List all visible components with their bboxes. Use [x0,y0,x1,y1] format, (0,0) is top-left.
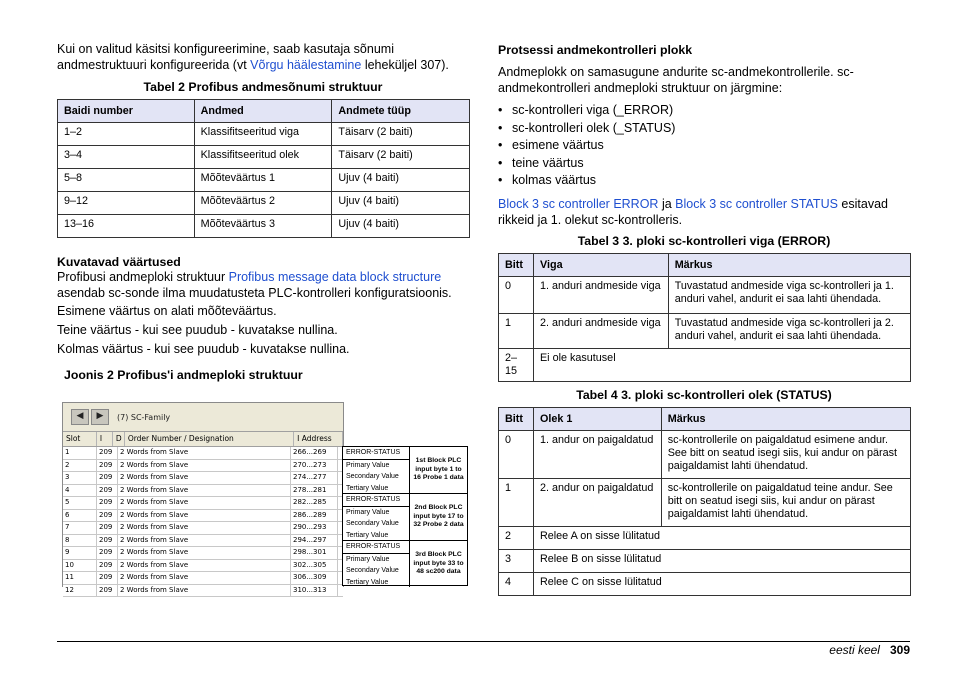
table-cell: 2. andur on paigaldatud [533,479,661,527]
paragraph: Esimene väärtus on alati mõõteväärtus. [57,304,277,318]
figure-row: 8 209 2 Words from Slave 294...297 [63,535,343,548]
table-cell: Relee C on sisse lülitatud [533,573,910,596]
bullet-list [498,102,675,190]
col-designation: Order Number / Designation [125,432,294,446]
list-item: • esimene väärtus [498,137,675,155]
table-row [499,349,911,382]
right-paragraph: Andmeplokk on samasugune andurite sc-andmekontrollerile. sc-andmekontrolleri andmeploki struktuur on järgmine: [498,65,854,95]
table-row [58,169,470,192]
table-cell: 1 [499,479,534,527]
list-item: • kolmas väärtus [498,172,675,190]
right-paragraph-links: Block 3 sc controller ERROR ja Block 3 sc controller STATUS esitavad rikkeid ja 1. olekut sc-kontrolleris. [498,197,888,227]
paragraph: Teine väärtus - kui see puudub - kuvatakse nullina. [57,323,338,337]
table-cell: Relee A on sisse lülitatud [533,527,910,550]
figure-row: 12 209 2 Words from Slave 310...313 [63,585,343,598]
legend-name: Primary Value [346,508,390,516]
figure-toolbar [63,403,343,432]
right-heading: Protsessi andmekontrolleri plokk [498,43,693,57]
table-cell: 1 [499,314,534,349]
col-i: I [97,432,113,446]
col-d: D [113,432,125,446]
table3-header: Bitt [499,254,534,277]
table-row [58,215,470,238]
figure-row: 9 209 2 Words from Slave 298...301 [63,547,343,560]
footer-rule [57,641,910,642]
table2-header: Andmed [194,100,332,123]
table-row [499,550,911,573]
section-heading: Kuvatavad väärtused [57,255,181,269]
table-cell: Ujuv (4 baiti) [332,215,470,238]
back-arrow-icon: ◀ [71,409,89,425]
figure-header [63,432,343,447]
figure-rows [63,447,343,597]
table-cell: 0 [499,431,534,479]
list-item: • sc-kontrolleri olek (_STATUS) [498,120,675,138]
list-item: • sc-kontrolleri viga (_ERROR) [498,102,675,120]
paragraph: Kolmas väärtus - kui see puudub - kuvatakse nullina. [57,342,350,356]
table-cell: Ujuv (4 baiti) [332,192,470,215]
table-cell: Ujuv (4 baiti) [332,169,470,192]
table-cell: 2–15 [499,349,534,382]
table3-header: Märkus [668,254,910,277]
figure-row: 11 209 2 Words from Slave 306...309 [63,572,343,585]
table-cell: 5–8 [58,169,195,192]
figure-row: 2 209 2 Words from Slave 270...273 [63,460,343,473]
table-cell: Relee B on sisse lülitatud [533,550,910,573]
legend-name: ERROR-STATUS [343,494,409,507]
table-cell: 0 [499,277,534,314]
footer-language: eesti keel [829,643,880,657]
table-cell: Tuvastatud andmeside viga sc-kontrolleri ja 2. anduri vahel, andurit ei saa lahti ühendada. [668,314,910,349]
legend-block [343,541,467,587]
table-cell: 1. anduri andmeside viga [533,277,668,314]
table-cell: Mõõteväärtus 3 [194,215,332,238]
table-cell: 13–16 [58,215,195,238]
legend-block-label: 3rd Block PLC input byte 33 to 48 sc200 data [413,551,464,576]
table-cell: 3–4 [58,146,195,169]
table-cell: Täisarv (2 baiti) [332,123,470,146]
table-cell: Täisarv (2 baiti) [332,146,470,169]
table4-caption: Tabel 4 3. ploki sc-kontrolleri olek (STATUS) [576,388,832,402]
table4-header: Bitt [499,408,534,431]
legend-name: ERROR-STATUS [343,541,409,554]
table-row [499,277,911,314]
table-row [499,479,911,527]
col-address: I Address [294,432,343,446]
page-number: 309 [889,643,910,657]
table-cell: sc-kontrollerile on paigaldatud teine andur. See bitt on seatud isegi siis, kui andur on pärast paigaldamist lahti ühendatud. [661,479,910,527]
paragraph-profibus: Profibusi andmeploki struktuur Profibus message data block structure asendab sc-sonde ilma muudatusteta PLC-kontrolleri konfiguratsioonis. [57,270,452,300]
table-cell: Klassifitseeritud olek [194,146,332,169]
figure-row: 6 209 2 Words from Slave 286...289 [63,510,343,523]
link-vorgu-haalestamine[interactable]: Võrgu häälestamine [250,58,362,72]
table-row [499,573,911,596]
legend-name: Tertiary Value [346,484,389,492]
figure-row: 3 209 2 Words from Slave 274...277 [63,472,343,485]
table4 [498,407,911,596]
legend-block-label: 2nd Block PLC input byte 17 to 32 Probe 2 data [413,504,464,529]
table-cell: sc-kontrollerile on paigaldatud esimene andur. See bitt on seatud isegi siis, kui andur on pärast paigaldamist lahti ühendatud. [661,431,910,479]
page-footer [829,643,910,657]
table-cell: 4 [499,573,534,596]
legend-name: Primary Value [346,555,390,563]
table4-header: Olek 1 [533,408,661,431]
table2 [57,99,470,238]
legend-block [343,494,467,541]
figure-row: 10 209 2 Words from Slave 302...305 [63,560,343,573]
forward-arrow-icon: ▶ [91,409,109,425]
figure-row: 4 209 2 Words from Slave 278...281 [63,485,343,498]
legend-name: Secondary Value [346,520,399,527]
figure-toolbar-text: (7) SC-Family [117,412,171,422]
list-item: • teine väärtus [498,155,675,173]
link-profibus-structure[interactable]: Profibus message data block structure [228,270,442,284]
legend-block [343,447,467,494]
table2-header: Andmete tüüp [332,100,470,123]
table-cell: Mõõteväärtus 2 [194,192,332,215]
table-cell: Mõõteväärtus 1 [194,169,332,192]
table-cell: Klassifitseeritud viga [194,123,332,146]
table-cell: 2. anduri andmeside viga [533,314,668,349]
table-row [58,123,470,146]
table-cell: 3 [499,550,534,573]
table4-header: Märkus [661,408,910,431]
profibus-figure [62,402,344,594]
legend-name: Secondary Value [346,473,399,480]
table2-header: Baidi number [58,100,195,123]
link-block3-error[interactable]: Block 3 sc controller ERROR [498,197,659,211]
table-cell: 2 [499,527,534,550]
col-slot: Slot [63,432,97,446]
table-cell: Tuvastatud andmeside viga sc-kontrolleri ja 1. anduri vahel, andurit ei saa lahti ühendada. [668,277,910,314]
table-cell: 1–2 [58,123,195,146]
table-cell: 1. andur on paigaldatud [533,431,661,479]
table-row [499,431,911,479]
legend-name: Tertiary Value [346,578,389,586]
table-row [58,192,470,215]
legend-name: Primary Value [346,461,390,469]
table-cell: Ei ole kasutusel [533,349,910,382]
figure-caption: Joonis 2 Profibus'i andmeploki struktuur [64,368,303,382]
table3 [498,253,911,382]
table-row [499,527,911,550]
table3-caption: Tabel 3 3. ploki sc-kontrolleri viga (ERROR) [577,234,831,248]
figure-row: 5 209 2 Words from Slave 282...285 [63,497,343,510]
figure-row: 7 209 2 Words from Slave 290...293 [63,522,343,535]
link-block3-status[interactable]: Block 3 sc controller STATUS [675,197,838,211]
table-row [499,314,911,349]
legend-name: Tertiary Value [346,531,389,539]
legend-name: Secondary Value [346,567,399,574]
table3-header: Viga [533,254,668,277]
intro-paragraph: Kui on valitud käsitsi konfigureerimine, saab kasutaja sõnumi andmestruktuuri konfigureerida (vt Võrgu häälestamine leheküljel 307). [57,42,449,72]
legend-block-label: 1st Block PLC input byte 1 to 16 Probe 1 data [413,457,464,482]
table-row [58,146,470,169]
table-cell: 9–12 [58,192,195,215]
figure-row: 1 209 2 Words from Slave 266...269 [63,447,343,460]
table2-caption: Tabel 2 Profibus andmesõnumi struktuur [143,80,383,94]
legend-name: ERROR-STATUS [343,447,409,460]
figure-legend [342,446,468,586]
